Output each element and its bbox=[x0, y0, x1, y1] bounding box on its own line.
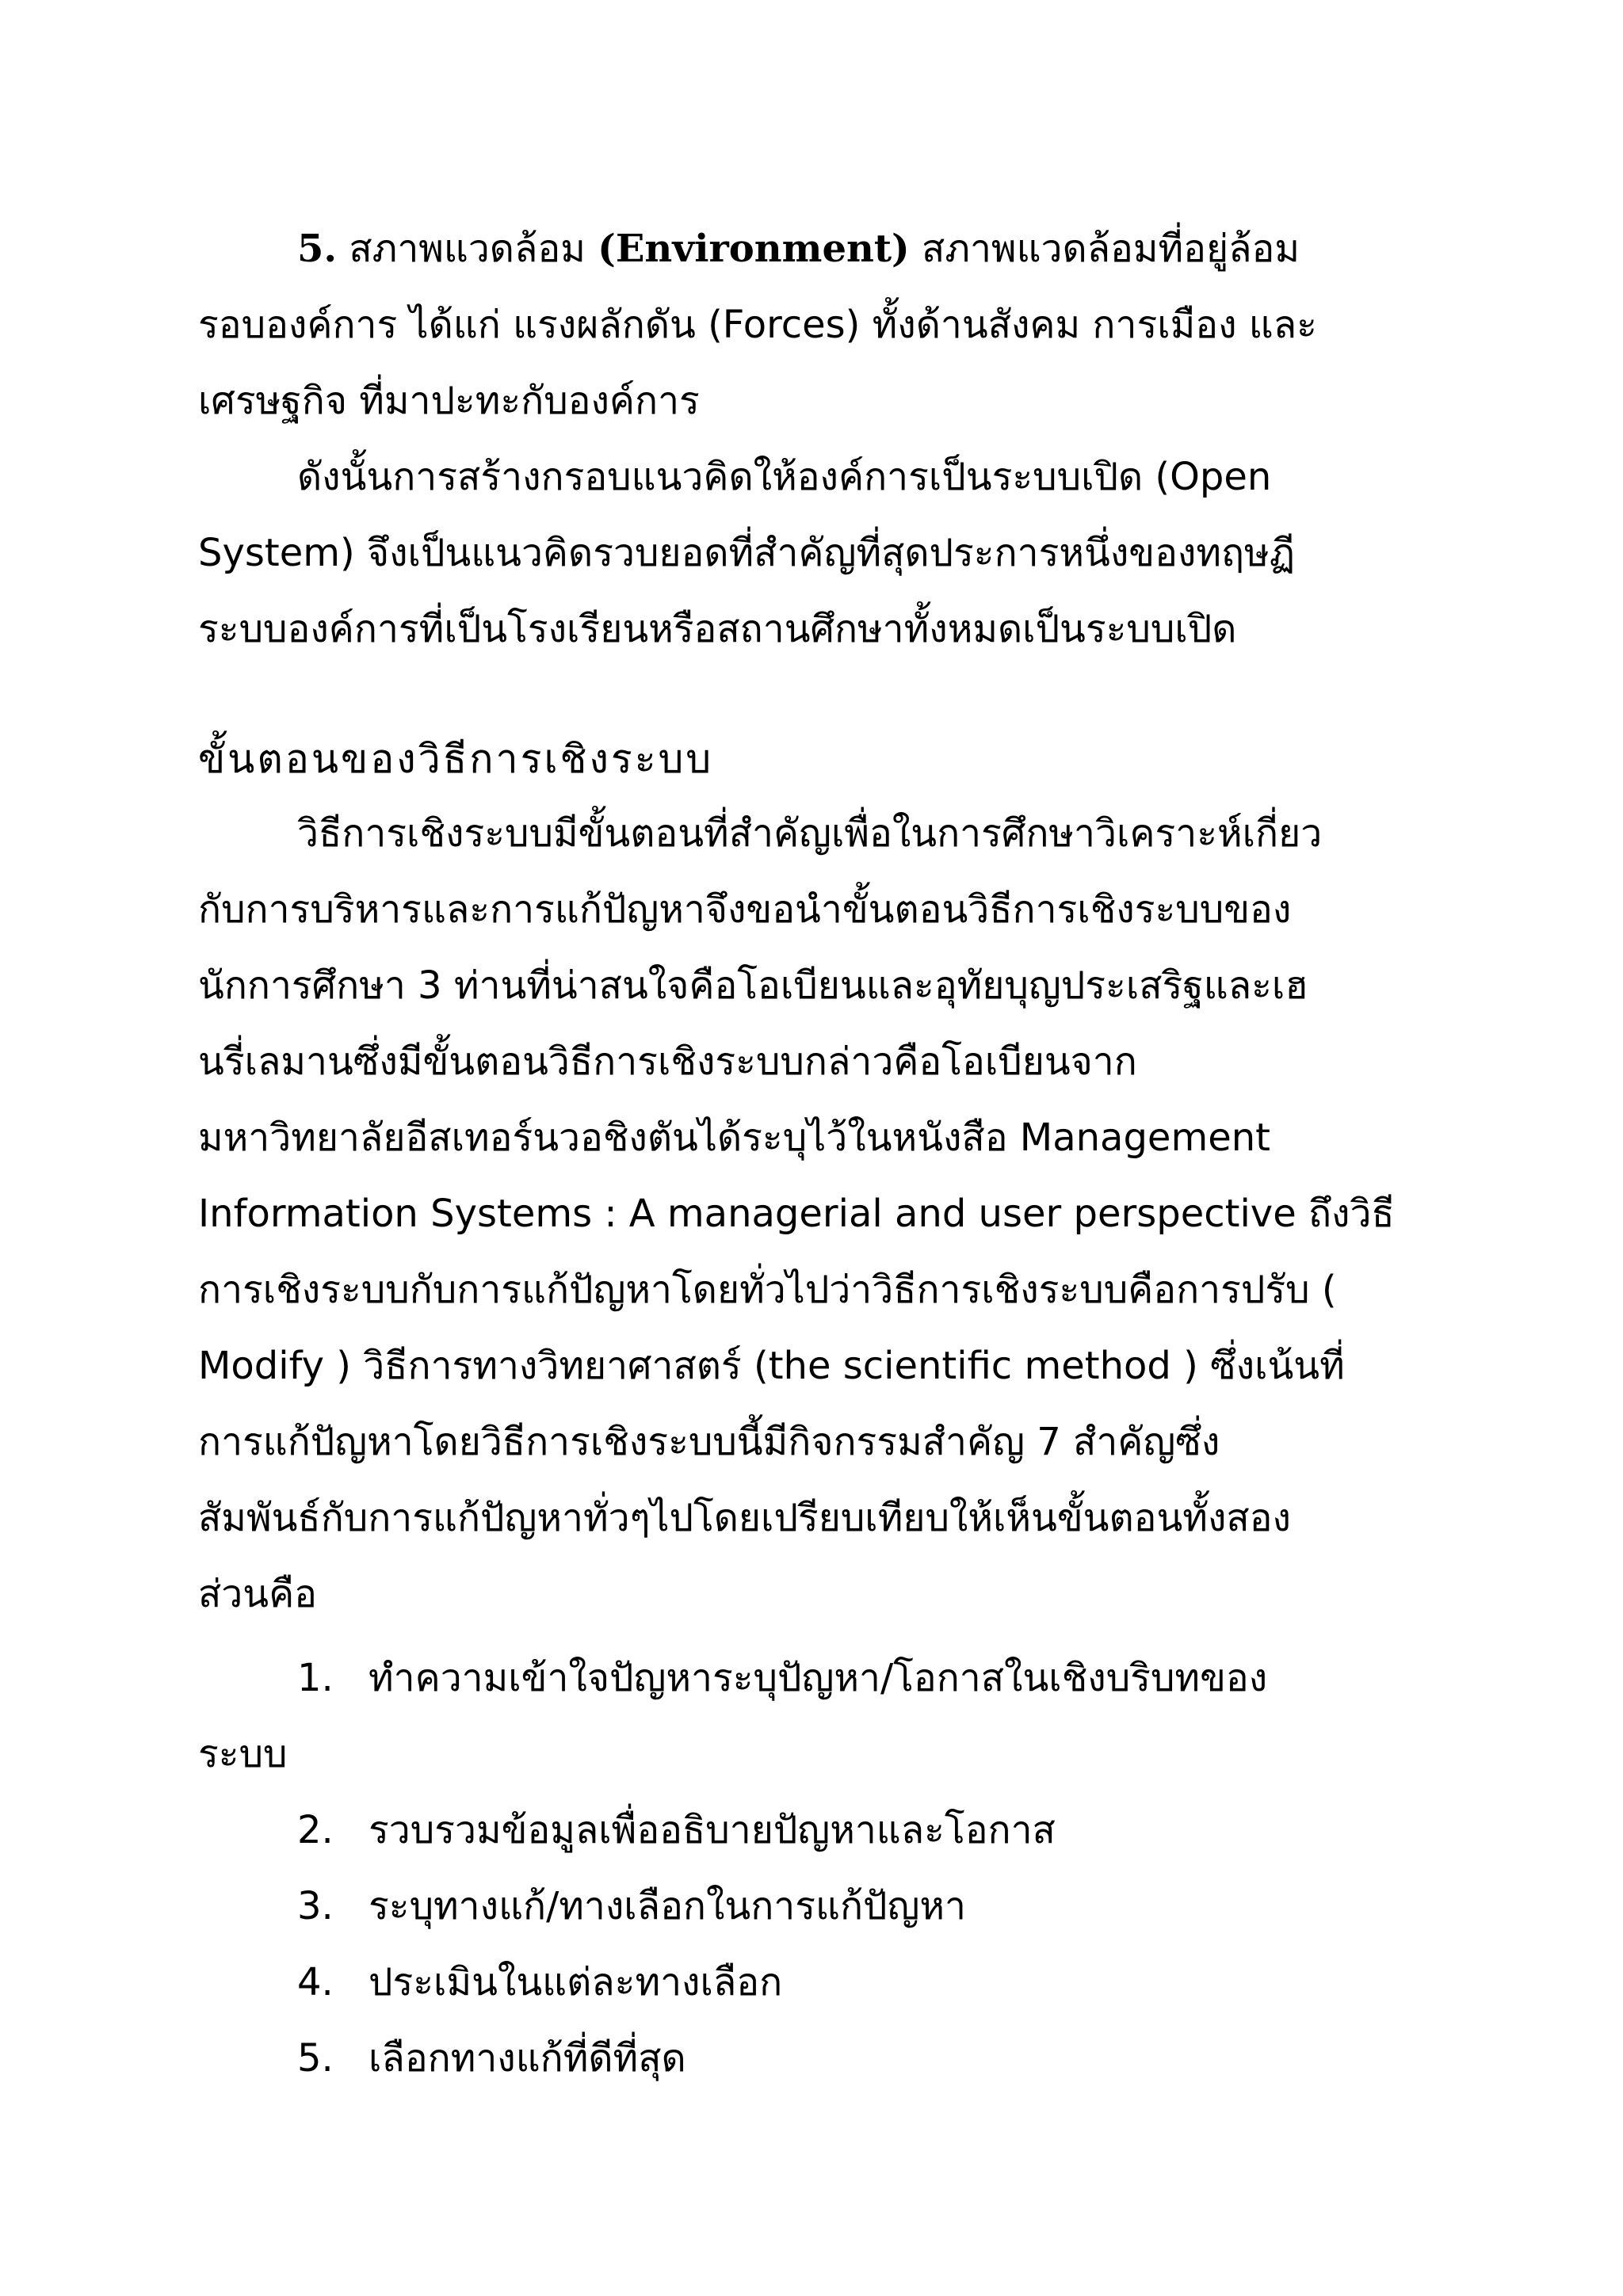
list-item-text: ระบุทางแก้/ทางเลือกในการแก้ปัญหา bbox=[369, 1884, 966, 1928]
body-line10: สัมพันธ์กับการแก้ปัญหาทั่วๆไปโดยเปรียบเทียบให้เห็นขั้นตอนทั้งสอง bbox=[198, 1496, 1291, 1540]
section-heading: ขั้นตอนของวิธีการเชิงระบบ bbox=[198, 736, 714, 782]
section5-line3: เศรษฐกิจ ที่มาปะทะกับองค์การ bbox=[198, 379, 700, 423]
conclusion-line3: ระบบองค์การที่เป็นโรงเรียนหรือสถานศึกษาทั้งหมดเป็นระบบเปิด bbox=[198, 607, 1237, 651]
body-line6: Information Systems : A managerial and user perspective ถึงวิธี bbox=[198, 1192, 1395, 1236]
section5-number: 5. bbox=[297, 227, 338, 271]
list-item-text: เลือกทางแก้ที่ดีที่สุด bbox=[369, 2036, 686, 2081]
body-line7: การเชิงระบบกับการแก้ปัญหาโดยทั่วไปว่าวิธีการเชิงระบบคือการปรับ ( bbox=[198, 1268, 1337, 1312]
list-item-number: 2. bbox=[297, 1808, 334, 1852]
list-item bbox=[297, 1653, 1267, 1703]
body-line4: นรี่เลมานซึ่งมีขั้นตอนวิธีการเชิงระบบกล่าวคือโอเบียนจาก bbox=[198, 1039, 1137, 1084]
body-line1: วิธีการเชิงระบบมีขั้นตอนที่สำคัญเพื่อในการศึกษาวิเคราะห์เกี่ยว bbox=[297, 811, 1323, 856]
list-item-text: ทำความเข้าใจปัญหาระบุปัญหา/โอกาสในเชิงบริบทของ bbox=[369, 1656, 1268, 1700]
conclusion-line1: ดังนั้นการสร้างกรอบแนวคิดให้องค์การเป็นระบบเปิด (Open bbox=[297, 455, 1272, 499]
section5-title-en: (Environment) bbox=[598, 227, 910, 271]
list-item-number: 5. bbox=[297, 2036, 334, 2081]
list-item-number: 3. bbox=[297, 1884, 334, 1928]
list-item bbox=[297, 1881, 966, 1932]
list-item-text: รวบรวมข้อมูลเพื่ออธิบายปัญหาและโอกาส bbox=[369, 1808, 1056, 1852]
body-line11: ส่วนคือ bbox=[198, 1572, 317, 1616]
body-line9: การแก้ปัญหาโดยวิธีการเชิงระบบนี้มีกิจกรรมสำคัญ 7 สำคัญซึ่ง bbox=[198, 1420, 1220, 1464]
list-item-number: 1. bbox=[297, 1656, 334, 1700]
list-item-text: ประเมินในแต่ละทางเลือก bbox=[369, 1960, 783, 2004]
list-item bbox=[297, 2033, 686, 2084]
body-line2: กับการบริหารและการแก้ปัญหาจึงขอนำขั้นตอนวิธีการเชิงระบบของ bbox=[198, 887, 1292, 932]
list-item-number: 4. bbox=[297, 1960, 334, 2004]
section5-first-line bbox=[297, 223, 1300, 274]
body-line3: นักการศึกษา 3 ท่านที่น่าสนใจคือโอเบียนและอุทัยบุญประเสริฐและเฮ bbox=[198, 963, 1308, 1008]
section5-line1-rest: สภาพแวดล้อมที่อยู่ล้อม bbox=[922, 227, 1300, 271]
section5-title-th: สภาพแวดล้อม bbox=[349, 227, 586, 271]
body-line8: Modify ) วิธีการทางวิทยาศาสตร์ (the scientific method ) ซึ่งเน้นที่ bbox=[198, 1344, 1345, 1388]
conclusion-line2: System) จึงเป็นแนวคิดรวบยอดที่สำคัญที่สุดประการหนึ่งของทฤษฏี bbox=[198, 531, 1295, 575]
list-item bbox=[297, 1805, 1056, 1855]
section5-line2: รอบองค์การ ได้แก่ แรงผลักดัน (Forces) ทั้งด้านสังคม การเมือง และ bbox=[198, 303, 1317, 347]
list-item bbox=[297, 1957, 782, 2008]
body-line5: มหาวิทยาลัยอีสเทอร์นวอชิงตันได้ระบุไว้ในหนังสือ Management bbox=[198, 1116, 1270, 1160]
list-item-continuation: ระบบ bbox=[198, 1732, 288, 1776]
